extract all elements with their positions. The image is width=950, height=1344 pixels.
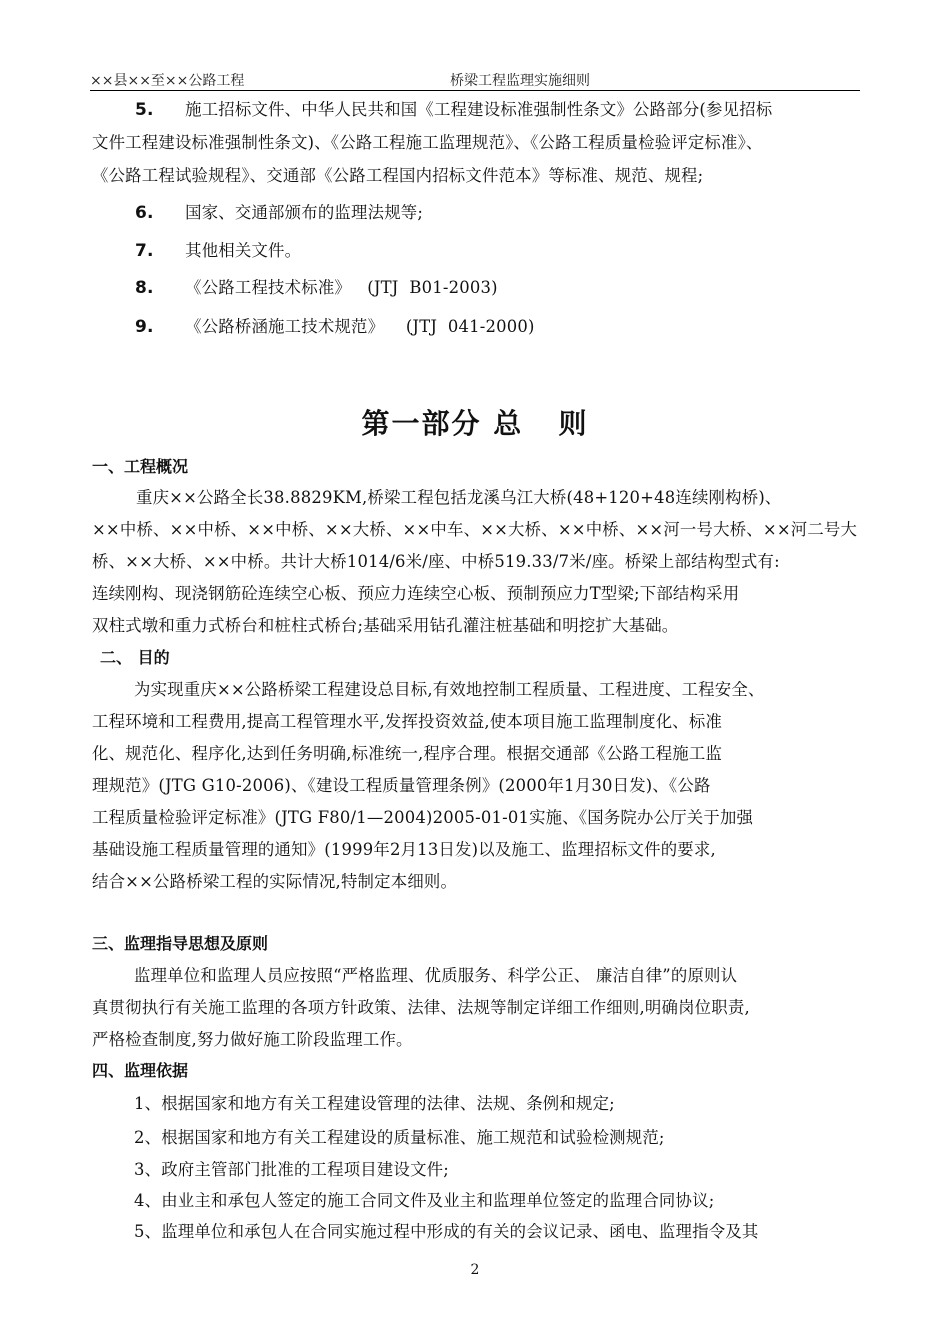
list-item-5-line-2: 文件工程建设标准强制性条文)、《公路工程施工监理规范》、《公路工程质量检验评定标准》、 xyxy=(92,133,763,152)
list-item-5-line-3: 《公路工程试验规程》、交通部《公路工程国内招标文件范本》等标准、规范、规程; xyxy=(92,166,704,185)
basis-item-4: 4、由业主和承包人签定的施工合同文件及业主和监理单位签定的监理合同协议; xyxy=(134,1191,715,1210)
paragraph-line: ××中桥、××中桥、××中桥、××大桥、××中车、××大桥、××中桥、××河一号大桥、××河二号大 xyxy=(92,520,858,539)
page-header xyxy=(90,70,860,92)
section-heading-purpose: 二、 目的 xyxy=(100,648,170,667)
paragraph-line: 严格检查制度,努力做好施工阶段监理工作。 xyxy=(92,1030,413,1049)
list-item-8 xyxy=(135,274,498,298)
paragraph-line: 重庆××公路全长38.8829KM,桥梁工程包括龙溪乌江大桥(48+120+48连续刚构桥)、 xyxy=(136,488,782,507)
header-document-title: 桥梁工程监理实施细则 xyxy=(450,73,590,89)
paragraph-line: 桥、××大桥、××中桥。共计大桥1014/6米/座、中桥519.33/7米/座。桥梁上部结构型式有: xyxy=(92,552,780,571)
page-number: 2 xyxy=(470,1262,480,1278)
paragraph-line: 双柱式墩和重力式桥台和桩柱式桥台;基础采用钻孔灌注桩基础和明挖扩大基础。 xyxy=(92,616,679,635)
paragraph-line: 基础设施工程质量管理的通知》(1999年2月13日发)以及施工、监理招标文件的要求, xyxy=(92,840,716,859)
list-item-number: 7. xyxy=(135,241,154,261)
list-item-text: 国家、交通部颁布的监理法规等; xyxy=(185,203,424,222)
paragraph-line: 监理单位和监理人员应按照“严格监理、优质服务、科学公正、 廉洁自律”的原则认 xyxy=(134,966,738,985)
paragraph-line: 为实现重庆××公路桥梁工程建设总目标,有效地控制工程质量、工程进度、工程安全、 xyxy=(134,680,765,699)
list-item-9 xyxy=(135,313,535,337)
part-title-text: 第一部分 总 则 xyxy=(361,407,589,440)
list-item-number: 8. xyxy=(135,278,154,298)
paragraph-line: 工程环境和工程费用,提高工程管理水平,发挥投资效益,使本项目施工监理制度化、标准 xyxy=(92,712,723,731)
basis-item-5: 5、监理单位和承包人在合同实施过程中形成的有关的会议记录、函电、监理指令及其 xyxy=(134,1222,759,1241)
list-item-7 xyxy=(135,237,301,261)
list-item-6 xyxy=(135,199,423,223)
paragraph-line: 连续刚构、现浇钢筋砼连续空心板、预应力连续空心板、预制预应力T型梁;下部结构采用 xyxy=(92,584,740,603)
basis-item-3: 3、政府主管部门批准的工程项目建设文件; xyxy=(134,1160,449,1179)
list-item-text: 《公路工程技术标准》 (JTJ B01-2003) xyxy=(185,278,498,297)
paragraph-line: 理规范》(JTG G10-2006)、《建设工程质量管理条例》(2000年1月30日发)、《公路 xyxy=(92,776,711,795)
list-item-number: 9. xyxy=(135,317,154,337)
section-heading-overview: 一、工程概况 xyxy=(92,457,189,476)
basis-item-2: 2、根据国家和地方有关工程建设的质量标准、施工规范和试验检测规范; xyxy=(134,1128,665,1147)
basis-item-1: 1、根据国家和地方有关工程建设管理的法律、法规、条例和规定; xyxy=(134,1094,615,1113)
section-heading-principles: 三、监理指导思想及原则 xyxy=(92,934,269,953)
paragraph-line: 工程质量检验评定标准》(JTG F80/1—2004)2005-01-01实施、《国务院办公厅关于加强 xyxy=(92,808,754,827)
list-item-number: 6. xyxy=(135,203,154,223)
list-item-text: 其他相关文件。 xyxy=(185,241,302,260)
list-item-number: 5. xyxy=(135,100,154,120)
header-project-name: ××县××至××公路工程 xyxy=(90,73,245,89)
list-item-text: 施工招标文件、中华人民共和国《工程建设标准强制性条文》公路部分(参见招标 xyxy=(185,100,773,119)
section-heading-basis: 四、监理依据 xyxy=(92,1061,189,1080)
part-title xyxy=(0,402,950,442)
header-divider xyxy=(90,90,860,91)
list-item-text: 《公路桥涵施工技术规范》 (JTJ 041-2000) xyxy=(185,317,535,336)
paragraph-line: 化、规范化、程序化,达到任务明确,标准统一,程序合理。根据交通部《公路工程施工监 xyxy=(92,744,723,763)
list-item-5-line-1 xyxy=(135,96,772,120)
paragraph-line: 真贯彻执行有关施工监理的各项方针政策、法律、法规等制定详细工作细则,明确岗位职责, xyxy=(92,998,750,1017)
paragraph-line: 结合××公路桥梁工程的实际情况,特制定本细则。 xyxy=(92,872,458,891)
